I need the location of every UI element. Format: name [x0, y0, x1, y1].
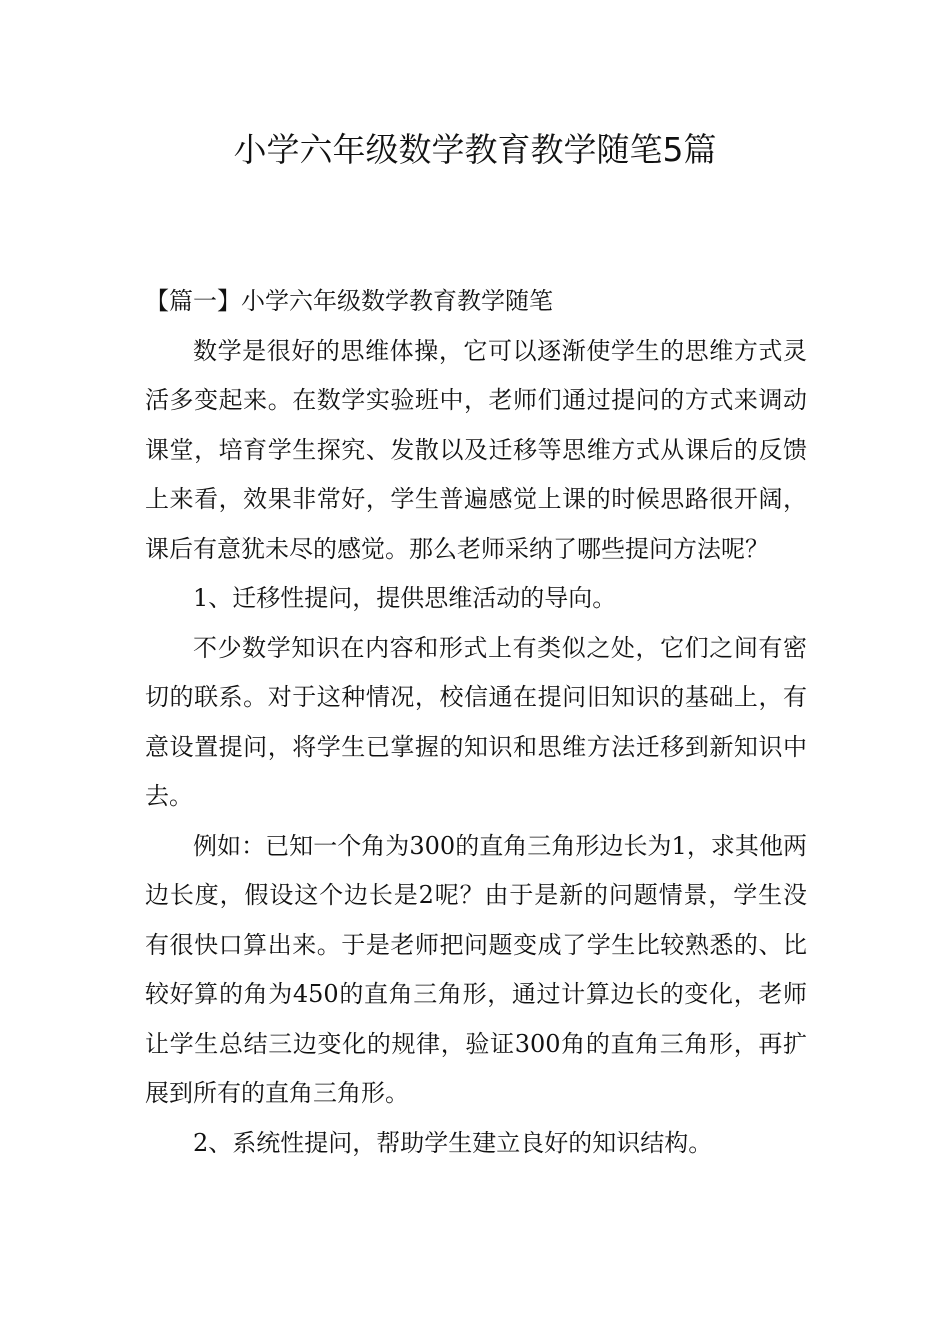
- paragraph: 数学是很好的思维体操，它可以逐渐使学生的思维方式灵活多变起来。在数学实验班中，老师们通过提问的方式来调动课堂，培育学生探究、发散以及迁移等思维方式从课后的反馈上来看，效果非常好，学生普遍感觉上课的时候思路很开阔，课后有意犹未尽的感觉。那么老师采纳了哪些提问方法呢？: [145, 336, 807, 563]
- paragraph: 例如：已知一个角为300的直角三角形边长为1，求其他两边长度，假设这个边长是2呢？由于是新的问题情景，学生没有很快口算出来。于是老师把问题变成了学生比较熟悉的、比较好算的角为450的直角三角形，通过计算边长的变化，老师让学生总结三边变化的规律，验证300角的直角三角形，再扩展到所有的直角三角形。: [145, 831, 807, 1107]
- page-title: 小学六年级数学教育教学随笔5篇: [233, 130, 717, 169]
- section-heading: 【篇一】小学六年级数学教育教学随笔: [145, 287, 553, 315]
- paragraph: 1、迁移性提问，提供思维活动的导向。: [193, 584, 617, 612]
- paragraph: 不少数学知识在内容和形式上有类似之处，它们之间有密切的联系。对于这种情况，校信通在提问旧知识的基础上，有意设置提问，将学生已掌握的知识和思维方法迁移到新知识中去。: [145, 633, 807, 810]
- document-body: [145, 277, 807, 1168]
- paragraph: 2、系统性提问，帮助学生建立良好的知识结构。: [193, 1128, 713, 1157]
